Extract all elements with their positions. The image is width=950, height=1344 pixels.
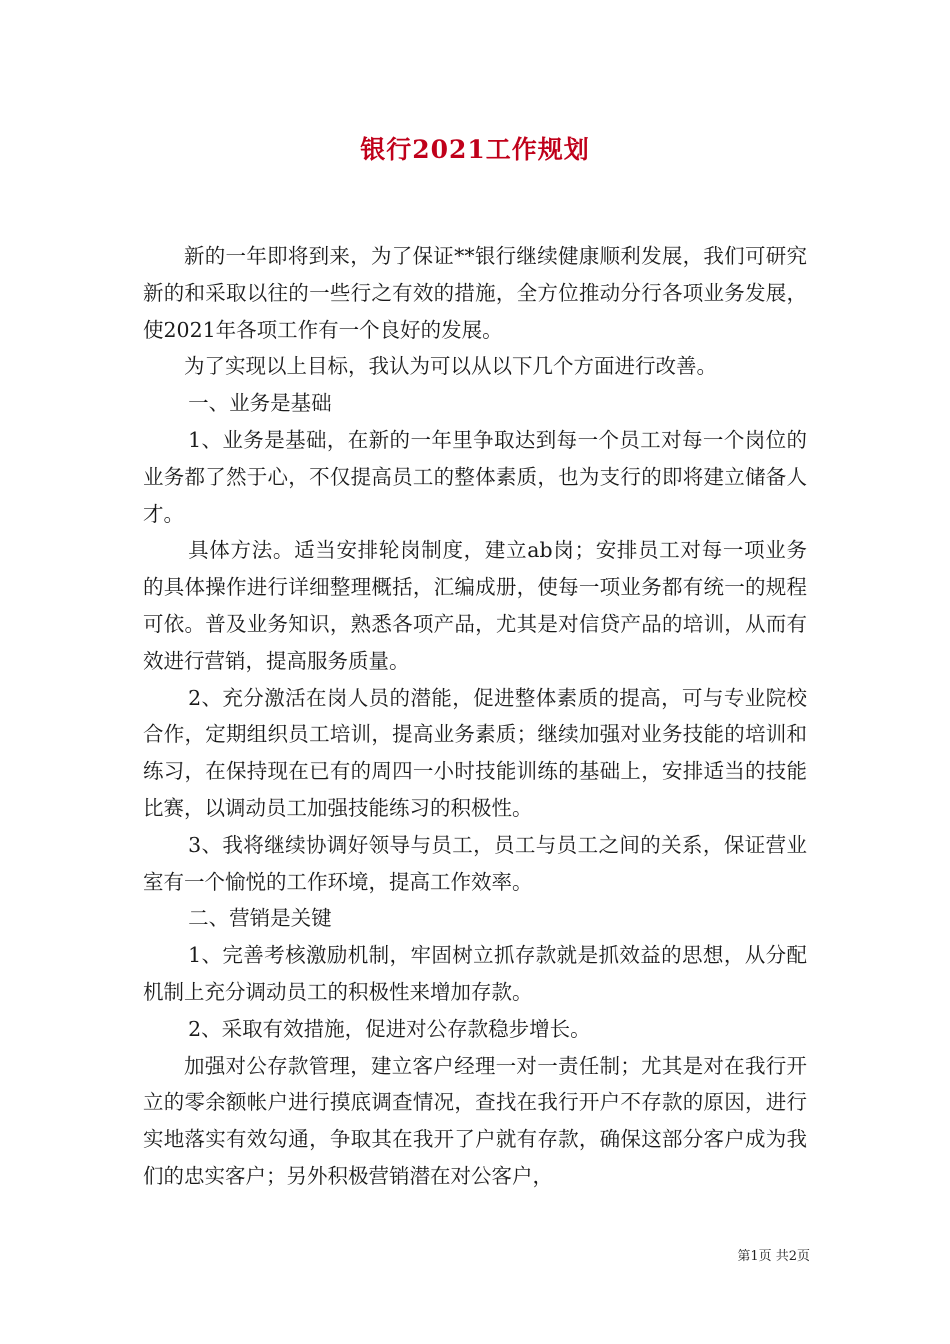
paragraph-business-2: 2、充分激活在岗人员的潜能，促进整体素质的提高，可与专业院校合作，定期组织员工培训，提高业务素质；继续加强对业务技能的培训和练习，在保持现在已有的周四一小时技能训练的基础上，安排适当的技能比赛，以调动员工加强技能练习的积极性。	[143, 685, 807, 820]
paragraph-intro: 新的一年即将到来，为了保证**银行继续健康顺利发展，我们可研究新的和采取以往的一些行之有效的措施，全方位推动分行各项业务发展，使2021年各项工作有一个良好的发展。	[143, 244, 807, 342]
paragraph-business-1: 1、业务是基础，在新的一年里争取达到每一个员工对每一个岗位的业务都了然于心，不仅提高员工的整体素质，也为支行的即将建立储备人才。	[143, 427, 807, 526]
paragraph-methods: 具体方法。适当安排轮岗制度，建立ab岗；安排员工对每一项业务的具体操作进行详细整理概括，汇编成册，使每一项业务都有统一的规程可依。普及业务知识，熟悉各项产品，尤其是对信贷产品的培训，从而有效进行营销，提高服务质量。	[143, 538, 807, 673]
paragraph-deposit-management: 加强对公存款管理，建立客户经理一对一责任制；尤其是对在我行开立的零余额帐户进行摸底调查情况，查找在我行开户不存款的原因，进行实地落实有效勾通，争取其在我开了户就有存款，确保这部分客户成为我们的忠实客户；另外积极营销潜在对公客户，	[143, 1053, 807, 1188]
document-title: 银行2021工作规划	[360, 135, 590, 164]
paragraph-business-3: 3、我将继续协调好领导与员工，员工与员工之间的关系，保证营业室有一个愉悦的工作环境，提高工作效率。	[143, 832, 807, 894]
section-heading-marketing: 二、营销是关键	[188, 906, 332, 931]
paragraph-goal: 为了实现以上目标，我认为可以从以下几个方面进行改善。	[184, 354, 717, 379]
page-number-footer: 第1页 共2页	[737, 1249, 810, 1264]
paragraph-marketing-2: 2、采取有效措施，促进对公存款稳步增长。	[188, 1016, 591, 1041]
section-heading-business: 一、业务是基础	[188, 391, 332, 416]
paragraph-marketing-1: 1、完善考核激励机制，牢固树立抓存款就是抓效益的思想，从分配机制上充分调动员工的积极性来增加存款。	[143, 943, 807, 1004]
document-body	[143, 238, 807, 1195]
